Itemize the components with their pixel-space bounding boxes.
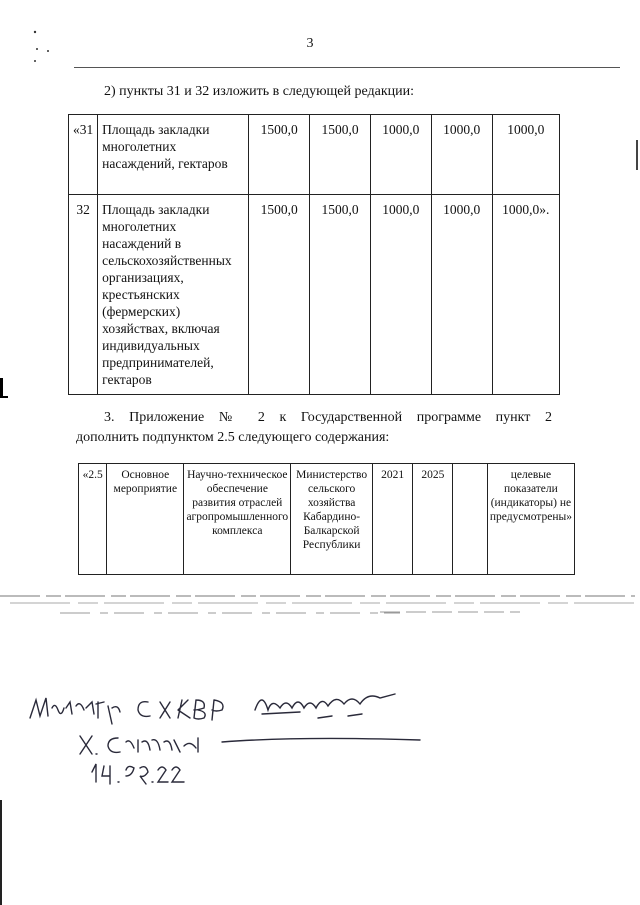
paragraph-3-line-1: 3. Приложение № 2 к Государственной программе пункт 2 xyxy=(104,410,552,425)
end-year: 2025 xyxy=(413,464,453,575)
table-indicators xyxy=(68,114,560,395)
measure-executor: Министерство сельского хозяйства Кабардино-Балкарской Республики xyxy=(291,464,373,575)
row-label: Площадь закладки многолетних насаждений в сельскохозяйственных организациях, крестьянских (фермерских) хозяйствах, включая индивидуальных предпринимателей, гектаров xyxy=(98,195,249,395)
indicators-cell: целевые показатели (индикаторы) не предусмотрены» xyxy=(487,464,574,575)
header-rule xyxy=(74,67,620,68)
table-row xyxy=(69,195,560,395)
value-cell: 1000,0 xyxy=(431,195,492,395)
value-cell: 1000,0 xyxy=(431,115,492,195)
row-number: «31 xyxy=(69,115,98,195)
start-year: 2021 xyxy=(372,464,412,575)
table-row xyxy=(69,115,560,195)
page-number: 3 xyxy=(306,36,314,51)
row-label: Площадь закладки многолетних насаждений, гектаров xyxy=(98,115,249,195)
scan-edge-mark xyxy=(0,378,3,396)
measure-type: Основное мероприятие xyxy=(107,464,184,575)
paragraph-3 xyxy=(76,408,552,448)
row-number: 32 xyxy=(69,195,98,395)
signature-block xyxy=(0,680,640,800)
scan-edge-mark xyxy=(636,140,638,170)
value-cell: 1500,0 xyxy=(249,115,310,195)
measure-name: Научно-техническое обеспечение развития отраслей агропромышленного комплекса xyxy=(184,464,291,575)
paragraph-2: 2) пункты 31 и 32 изложить в следующей редакции: xyxy=(104,84,415,99)
paragraph-3-line-2: дополнить подпунктом 2.5 следующего содержания: xyxy=(76,430,390,445)
value-cell: 1000,0». xyxy=(492,195,559,395)
scan-edge-mark xyxy=(0,396,8,398)
empty-cell xyxy=(453,464,487,575)
value-cell: 1500,0 xyxy=(310,195,371,395)
scan-edge-mark xyxy=(0,800,2,905)
value-cell: 1500,0 xyxy=(310,115,371,195)
value-cell: 1000,0 xyxy=(370,195,431,395)
row-number: «2.5 xyxy=(79,464,107,575)
value-cell: 1000,0 xyxy=(492,115,559,195)
value-cell: 1500,0 xyxy=(249,195,310,395)
value-cell: 1000,0 xyxy=(370,115,431,195)
table-row xyxy=(79,464,575,575)
table-measures xyxy=(78,463,575,575)
